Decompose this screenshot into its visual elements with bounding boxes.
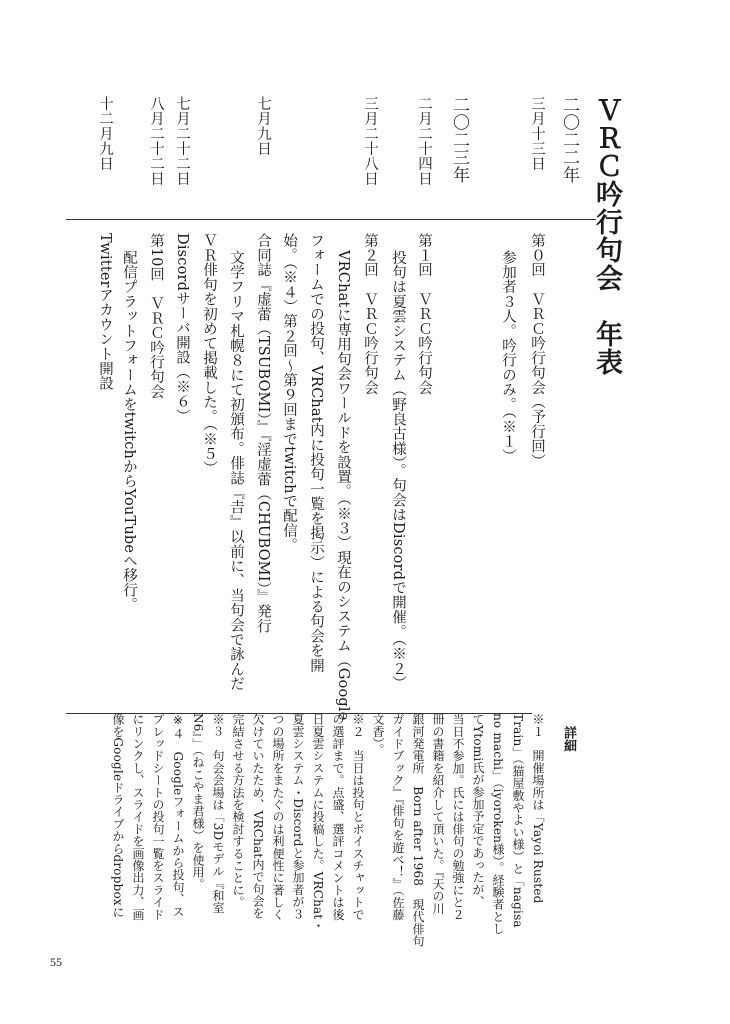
entry-round-0: 第０回 ＶＲＣ吟行句会（予行回） — [529, 233, 545, 469]
date-dec-9: 十二月九日 — [97, 96, 113, 171]
note-line: ガイドブック』『俳句を遊べ！』（佐藤 — [391, 713, 405, 921]
note-line: ※４ Googleフォームから投句、ス — [171, 713, 185, 918]
note-line: てYtomi氏が参加予定であったが、 — [471, 713, 485, 908]
note-line: 像をGoogleドライブからdropboxに — [111, 713, 125, 919]
note-line: ※１ 開催場所は「Yayoi Rusted — [531, 713, 545, 904]
note-line: つの場所をまたぐのは利便性に著しく — [271, 713, 285, 921]
note-line: の選評まで。点盛、選評コメントは後 — [331, 713, 345, 921]
entry-round-2-body-2: フォームでの投句、VRChat内に投句一覧を掲示）による句会を開 — [308, 233, 324, 673]
note-line: 欠けていたため、VRChat内で句会を — [251, 713, 265, 920]
note-line: 冊の書籍を紹介して頂いた。『天の川 — [431, 713, 445, 915]
note-line: ※２ 当日は投句とボイスチャットで — [351, 713, 365, 921]
notes-heading: 詳細 — [561, 726, 576, 753]
date-mar-28: 三月二十八日 — [362, 96, 378, 186]
year-2023: 二〇二三年 — [449, 96, 469, 184]
note-line: ※３ 句会会場は「3Dモデル『和室 — [211, 713, 225, 914]
page-title: ＶＲＣ吟行句会 年表 — [591, 96, 622, 376]
entry-round-2: 第２回 ＶＲＣ吟行句会 — [362, 233, 378, 395]
date-feb-24: 二月二十四日 — [416, 96, 432, 186]
note-line: 日夏雲システムに投稿した。VRChat・ — [311, 713, 325, 932]
note-line: にリンクし、スライドを画像出力、画 — [131, 713, 145, 921]
note-line: プレッドシートの投句一覧をスライド — [151, 713, 165, 921]
entry-anthology-body-1: 文学フリマ札幌８にて初頒布。俳誌『𠮷』以前に、当句会で詠んだ — [228, 250, 244, 691]
entry-anthology: 合同誌『虚蕾（TSUBOMI）』『淫虚蕾（CHUBOMI）』発行 — [255, 233, 271, 634]
date-jul-9: 七月九日 — [255, 96, 271, 156]
year-2022: 二〇二二年 — [559, 96, 579, 184]
entry-anthology-body-2: ＶＲ俳句を初めて掲載した。（※５） — [201, 233, 217, 476]
date-jul-22: 七月二十二日 — [174, 96, 190, 186]
entry-discord: Discordサーバ開設（※６） — [174, 233, 190, 424]
entry-round-10: 第10回 ＶＲＣ吟行句会 — [148, 233, 164, 399]
date-aug-22: 八月二十二日 — [148, 96, 164, 186]
header-divider — [66, 219, 596, 220]
date-mar-13: 三月十三日 — [529, 96, 545, 171]
entry-twitter: Twitterアカウント開設 — [97, 233, 113, 391]
note-line: 銀河発電所 Born after 1968 現代俳句 — [411, 713, 425, 948]
entry-round-0-body: 参加者３人。吟行のみ。（※１） — [500, 250, 516, 464]
page-number: 55 — [50, 955, 62, 969]
entry-round-2-body-3: 始。（※４）第２回〜第９回までtwitchで配信。 — [281, 233, 297, 553]
entry-round-1: 第１回 ＶＲＣ吟行句会 — [416, 233, 432, 395]
note-line: Train」（猫屋敷やよい様）と「nagisa — [511, 713, 525, 928]
entry-round-10-body: 配信プラットフォームをtwitchからYouTubeへ移行。 — [121, 250, 137, 612]
entry-round-2-body-1: VRChatに専用句会ワールドを設置。（※３）現在のシステム（Google — [335, 250, 351, 721]
note-line: N6』」（ねこやま君様）を使用。 — [191, 713, 205, 891]
note-line: 完結させる方法を検討することに。 — [231, 713, 245, 909]
notes-divider — [66, 713, 532, 714]
note-line: 文香）。 — [371, 713, 385, 756]
note-line: 夏雲システム・Discordと参加者が３ — [291, 713, 305, 920]
entry-round-1-body: 投句は夏雲システム（野良古様）。句会はDiscordで開催。（※２） — [390, 250, 406, 691]
note-line: no machi」（iyoroken様）。経験者とし — [491, 713, 505, 935]
note-line: 当日不参加。氏には俳句の勉強にと２ — [451, 713, 465, 921]
